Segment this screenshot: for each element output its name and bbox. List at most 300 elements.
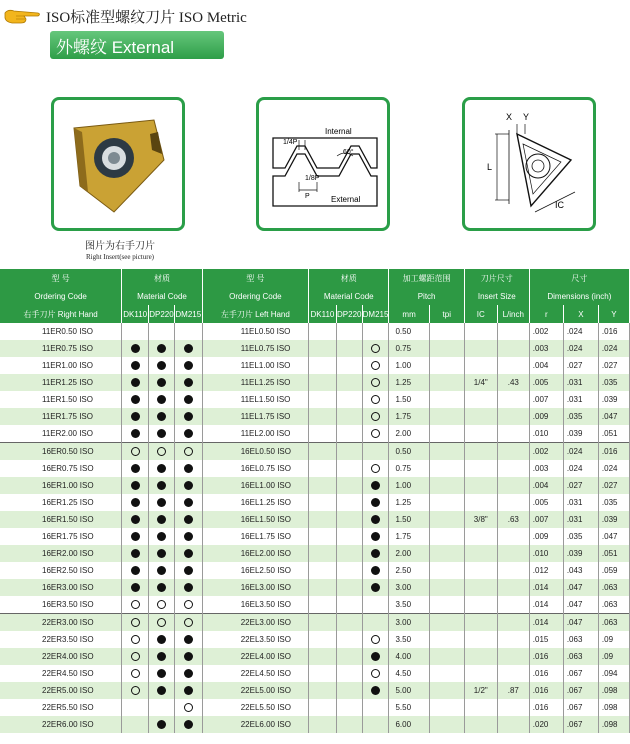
table-row: [0, 391, 630, 408]
filled-circle-icon: [131, 344, 140, 353]
insert-l: [497, 596, 529, 614]
dim-r: .010: [529, 545, 563, 562]
right-hand-code: 16ER3.50 ISO: [0, 596, 122, 614]
h-y: Y: [598, 305, 629, 323]
material-cell-right: [149, 716, 175, 733]
right-hand-code: 16ER3.00 ISO: [0, 579, 122, 596]
material-cell-right: [174, 699, 202, 716]
right-hand-code: 22ER3.00 ISO: [0, 614, 122, 632]
filled-circle-icon: [184, 395, 193, 404]
material-cell-right: [149, 425, 175, 443]
right-hand-code: 16ER2.50 ISO: [0, 562, 122, 579]
dim-x: .039: [563, 545, 598, 562]
h-dp220-right: DP220: [149, 305, 175, 323]
filled-circle-icon: [157, 686, 166, 695]
open-circle-icon: [371, 429, 380, 438]
left-hand-code: 22EL6.00 ISO: [202, 716, 308, 733]
filled-circle-icon: [131, 429, 140, 438]
filled-circle-icon: [157, 395, 166, 404]
left-hand-code: 22EL4.00 ISO: [202, 648, 308, 665]
filled-circle-icon: [371, 532, 380, 541]
insert-l: [497, 614, 529, 632]
material-cell-right: [122, 323, 149, 340]
pitch-mm: 6.00: [389, 716, 429, 733]
material-cell-left: [362, 323, 389, 340]
pitch-tpi: [429, 357, 464, 374]
external-label: External: [331, 195, 361, 204]
open-circle-icon: [371, 412, 380, 421]
y-label: Y: [523, 112, 530, 122]
dim-y: .059: [598, 562, 629, 579]
insert-l: [497, 716, 529, 733]
material-cell-right: [122, 682, 149, 699]
header-row-2: [0, 287, 630, 305]
filled-circle-icon: [157, 498, 166, 507]
pitch-mm: 1.25: [389, 374, 429, 391]
right-hand-code: 16ER1.50 ISO: [0, 511, 122, 528]
open-circle-icon: [157, 600, 166, 609]
table-row: [0, 699, 630, 716]
material-cell-right: [174, 648, 202, 665]
pitch-tpi: [429, 443, 464, 461]
material-cell-right: [149, 323, 175, 340]
pitch-mm: 5.00: [389, 682, 429, 699]
right-hand-code: 22ER6.00 ISO: [0, 716, 122, 733]
material-cell-left: [309, 699, 337, 716]
dim-y: .09: [598, 631, 629, 648]
material-cell-left: [309, 443, 337, 461]
dim-r: .012: [529, 562, 563, 579]
material-cell-right: [149, 408, 175, 425]
material-cell-left: [362, 596, 389, 614]
dim-x: .067: [563, 665, 598, 682]
material-cell-right: [149, 511, 175, 528]
table-row: [0, 443, 630, 461]
quarter-pitch-label: 1/4P: [283, 139, 298, 146]
material-cell-right: [149, 374, 175, 391]
filled-circle-icon: [157, 464, 166, 473]
insert-ic: [464, 323, 497, 340]
insert-l: [497, 477, 529, 494]
h-dimensions-inch: Dimensions (inch): [529, 287, 629, 305]
left-hand-code: 22EL4.50 ISO: [202, 665, 308, 682]
filled-circle-icon: [184, 481, 193, 490]
material-cell-right: [122, 391, 149, 408]
insert-l: [497, 357, 529, 374]
right-hand-code: 22ER4.50 ISO: [0, 665, 122, 682]
filled-circle-icon: [184, 686, 193, 695]
table-row: [0, 648, 630, 665]
material-cell-right: [149, 682, 175, 699]
table-row: [0, 631, 630, 648]
filled-circle-icon: [157, 532, 166, 541]
material-cell-right: [149, 340, 175, 357]
pitch-mm: 3.00: [389, 614, 429, 632]
material-cell-left: [362, 699, 389, 716]
insert-ic: [464, 357, 497, 374]
material-cell-left: [336, 391, 362, 408]
x-label: X: [506, 112, 513, 122]
insert-l: [497, 648, 529, 665]
material-cell-right: [122, 665, 149, 682]
material-cell-right: [149, 699, 175, 716]
table-row: [0, 425, 630, 443]
dim-x: .027: [563, 477, 598, 494]
table-body: [0, 323, 630, 733]
pitch-mm: 1.25: [389, 494, 429, 511]
pitch-tpi: [429, 323, 464, 340]
dim-y: .098: [598, 682, 629, 699]
table-row: [0, 614, 630, 632]
insert-l: [497, 699, 529, 716]
insert-dimensions-diagram-frame: [462, 97, 596, 231]
material-cell-right: [122, 579, 149, 596]
insert-ic: [464, 562, 497, 579]
right-hand-code: 11ER1.75 ISO: [0, 408, 122, 425]
pitch-mm: 0.75: [389, 340, 429, 357]
dim-x: .031: [563, 374, 598, 391]
thread-profile-diagram: [259, 100, 387, 228]
material-cell-right: [174, 562, 202, 579]
dim-y: .094: [598, 665, 629, 682]
dim-r: .002: [529, 323, 563, 340]
left-hand-code: 11EL2.00 ISO: [202, 425, 308, 443]
pitch-tpi: [429, 545, 464, 562]
material-cell-left: [309, 631, 337, 648]
right-hand-code: 22ER3.50 ISO: [0, 631, 122, 648]
h-insert-size-en: Insert Size: [464, 287, 529, 305]
material-cell-left: [362, 425, 389, 443]
material-cell-left: [336, 408, 362, 425]
pitch-mm: 5.50: [389, 699, 429, 716]
pitch-mm: 2.00: [389, 425, 429, 443]
material-cell-right: [122, 511, 149, 528]
pitch-tpi: [429, 596, 464, 614]
dim-y: .027: [598, 357, 629, 374]
dim-y: .063: [598, 579, 629, 596]
right-hand-code: 11ER1.50 ISO: [0, 391, 122, 408]
material-cell-left: [309, 408, 337, 425]
material-cell-left: [309, 425, 337, 443]
dim-y: .035: [598, 374, 629, 391]
material-cell-left: [309, 682, 337, 699]
left-hand-code: 22EL5.50 ISO: [202, 699, 308, 716]
dim-x: .063: [563, 631, 598, 648]
insert-ic: [464, 665, 497, 682]
dim-r: .002: [529, 443, 563, 461]
material-cell-left: [336, 562, 362, 579]
material-cell-right: [174, 494, 202, 511]
right-hand-code: 16ER1.75 ISO: [0, 528, 122, 545]
open-circle-icon: [371, 344, 380, 353]
open-circle-icon: [131, 600, 140, 609]
open-circle-icon: [131, 447, 140, 456]
h-model-left: 型 号: [202, 269, 308, 287]
filled-circle-icon: [184, 720, 193, 729]
open-circle-icon: [371, 635, 380, 644]
filled-circle-icon: [131, 464, 140, 473]
material-cell-left: [336, 460, 362, 477]
dim-y: .051: [598, 545, 629, 562]
pitch-tpi: [429, 391, 464, 408]
dim-x: .024: [563, 460, 598, 477]
pitch-mm: 0.50: [389, 443, 429, 461]
dim-y: .063: [598, 596, 629, 614]
pitch-tpi: [429, 494, 464, 511]
material-cell-right: [149, 443, 175, 461]
table-row: [0, 579, 630, 596]
eighth-pitch-label: 1/8P: [305, 175, 320, 182]
dim-r: .005: [529, 374, 563, 391]
dim-x: .024: [563, 443, 598, 461]
material-cell-left: [336, 494, 362, 511]
filled-circle-icon: [157, 652, 166, 661]
filled-circle-icon: [184, 412, 193, 421]
left-hand-code: 11EL1.00 ISO: [202, 357, 308, 374]
material-cell-right: [122, 596, 149, 614]
insert-ic: [464, 425, 497, 443]
material-cell-right: [174, 631, 202, 648]
material-cell-left: [336, 374, 362, 391]
material-cell-right: [174, 579, 202, 596]
material-cell-right: [174, 391, 202, 408]
open-circle-icon: [184, 600, 193, 609]
h-material-right: 材质: [122, 269, 202, 287]
dim-r: .004: [529, 357, 563, 374]
dim-r: .014: [529, 596, 563, 614]
material-cell-left: [336, 511, 362, 528]
h-right-hand: 右手刀片 Right Hand: [0, 305, 122, 323]
material-cell-left: [309, 511, 337, 528]
dim-x: .031: [563, 511, 598, 528]
insert-ic: [464, 494, 497, 511]
dim-r: .016: [529, 648, 563, 665]
h-x: X: [563, 305, 598, 323]
dim-r: .015: [529, 631, 563, 648]
insert-l: [497, 408, 529, 425]
pitch-mm: 1.00: [389, 357, 429, 374]
material-cell-left: [336, 614, 362, 632]
pitch-mm: 0.50: [389, 323, 429, 340]
filled-circle-icon: [131, 566, 140, 575]
right-hand-code: 16ER2.00 ISO: [0, 545, 122, 562]
insert-l: [497, 562, 529, 579]
insert-l: .63: [497, 511, 529, 528]
h-tpi: tpi: [429, 305, 464, 323]
pitch-mm: 1.00: [389, 477, 429, 494]
header-row-3: [0, 305, 630, 323]
material-cell-right: [122, 528, 149, 545]
filled-circle-icon: [184, 344, 193, 353]
dim-y: .063: [598, 614, 629, 632]
material-cell-left: [336, 648, 362, 665]
material-cell-left: [309, 716, 337, 733]
material-cell-left: [336, 716, 362, 733]
right-hand-code: 11ER2.00 ISO: [0, 425, 122, 443]
dim-r: .003: [529, 340, 563, 357]
material-cell-left: [336, 596, 362, 614]
filled-circle-icon: [131, 481, 140, 490]
right-hand-code: 16ER1.25 ISO: [0, 494, 122, 511]
left-hand-code: 16EL3.50 ISO: [202, 596, 308, 614]
pitch-mm: 4.00: [389, 648, 429, 665]
material-cell-left: [336, 340, 362, 357]
pitch-mm: 4.50: [389, 665, 429, 682]
h-model-right: 型 号: [0, 269, 122, 287]
open-circle-icon: [131, 669, 140, 678]
insert-ic: [464, 545, 497, 562]
pitch-tpi: [429, 374, 464, 391]
insert-l: [497, 460, 529, 477]
table-row: [0, 477, 630, 494]
pitch-tpi: [429, 631, 464, 648]
h-dp220-left: DP220: [336, 305, 362, 323]
dim-r: .003: [529, 460, 563, 477]
filled-circle-icon: [157, 566, 166, 575]
pitch-mm: 3.50: [389, 596, 429, 614]
open-circle-icon: [131, 652, 140, 661]
pitch-tpi: [429, 579, 464, 596]
filled-circle-icon: [184, 669, 193, 678]
material-cell-left: [362, 460, 389, 477]
filled-circle-icon: [157, 549, 166, 558]
material-cell-left: [309, 357, 337, 374]
material-cell-right: [174, 357, 202, 374]
filled-circle-icon: [184, 429, 193, 438]
table-row: [0, 596, 630, 614]
material-cell-left: [309, 528, 337, 545]
pitch-mm: 1.50: [389, 391, 429, 408]
filled-circle-icon: [184, 566, 193, 575]
pitch-tpi: [429, 682, 464, 699]
h-ordering-code-right: Ordering Code: [0, 287, 122, 305]
insert-ic: [464, 716, 497, 733]
insert-l: .87: [497, 682, 529, 699]
filled-circle-icon: [184, 635, 193, 644]
filled-circle-icon: [131, 583, 140, 592]
material-cell-left: [309, 614, 337, 632]
material-cell-left: [362, 374, 389, 391]
angle-label: 60°: [343, 149, 354, 156]
left-hand-code: 16EL1.50 ISO: [202, 511, 308, 528]
filled-circle-icon: [184, 583, 193, 592]
material-cell-left: [336, 357, 362, 374]
dim-y: .051: [598, 425, 629, 443]
filled-circle-icon: [184, 652, 193, 661]
left-hand-code: 11EL0.50 ISO: [202, 323, 308, 340]
insert-ic: [464, 391, 497, 408]
material-cell-right: [149, 357, 175, 374]
material-cell-right: [174, 716, 202, 733]
pitch-mm: 1.75: [389, 528, 429, 545]
material-cell-right: [174, 374, 202, 391]
table-row: [0, 340, 630, 357]
pitch-mm: 1.50: [389, 511, 429, 528]
insert-l: [497, 528, 529, 545]
table-row: [0, 374, 630, 391]
material-cell-right: [149, 528, 175, 545]
pitch-mm: 1.75: [389, 408, 429, 425]
left-hand-code: 16EL1.25 ISO: [202, 494, 308, 511]
material-cell-right: [149, 614, 175, 632]
filled-circle-icon: [371, 583, 380, 592]
filled-circle-icon: [157, 669, 166, 678]
section-title: 外螺纹 External: [50, 31, 224, 59]
right-hand-code: 16ER0.50 ISO: [0, 443, 122, 461]
dim-x: .047: [563, 614, 598, 632]
material-cell-left: [362, 648, 389, 665]
table-row: [0, 511, 630, 528]
dim-x: .027: [563, 357, 598, 374]
material-cell-right: [149, 596, 175, 614]
filled-circle-icon: [184, 498, 193, 507]
material-cell-right: [149, 631, 175, 648]
filled-circle-icon: [371, 498, 380, 507]
dim-x: .035: [563, 528, 598, 545]
material-cell-left: [336, 477, 362, 494]
insert-l: [497, 323, 529, 340]
filled-circle-icon: [371, 686, 380, 695]
left-hand-code: 11EL1.75 ISO: [202, 408, 308, 425]
material-cell-left: [362, 443, 389, 461]
dim-x: .067: [563, 682, 598, 699]
right-hand-code: 16ER1.00 ISO: [0, 477, 122, 494]
left-hand-code: 16EL1.00 ISO: [202, 477, 308, 494]
material-cell-left: [362, 579, 389, 596]
left-hand-code: 22EL5.00 ISO: [202, 682, 308, 699]
header-row-1: [0, 269, 630, 287]
dim-y: .024: [598, 460, 629, 477]
pitch-tpi: [429, 408, 464, 425]
material-cell-right: [149, 562, 175, 579]
material-cell-right: [174, 443, 202, 461]
material-cell-right: [149, 545, 175, 562]
material-cell-left: [336, 699, 362, 716]
filled-circle-icon: [371, 515, 380, 524]
left-hand-code: 16EL1.75 ISO: [202, 528, 308, 545]
table-row: [0, 357, 630, 374]
material-cell-right: [122, 425, 149, 443]
material-cell-right: [122, 374, 149, 391]
pitch-tpi: [429, 340, 464, 357]
table-row: [0, 494, 630, 511]
material-cell-left: [362, 682, 389, 699]
material-cell-left: [362, 408, 389, 425]
pitch-tpi: [429, 648, 464, 665]
dim-y: .098: [598, 699, 629, 716]
open-circle-icon: [371, 378, 380, 387]
material-cell-right: [149, 391, 175, 408]
insert-ic: [464, 408, 497, 425]
h-material-code-left: Material Code: [309, 287, 389, 305]
left-hand-code: 11EL1.50 ISO: [202, 391, 308, 408]
material-cell-left: [336, 631, 362, 648]
dim-y: .016: [598, 323, 629, 340]
insert-ic: [464, 596, 497, 614]
material-cell-right: [149, 648, 175, 665]
dim-x: .024: [563, 323, 598, 340]
pitch-mm: 3.00: [389, 579, 429, 596]
filled-circle-icon: [371, 566, 380, 575]
open-circle-icon: [184, 618, 193, 627]
material-cell-left: [336, 443, 362, 461]
insert-l: [497, 425, 529, 443]
pointing-hand-icon: [4, 8, 42, 24]
insert-l: [497, 443, 529, 461]
material-cell-right: [174, 340, 202, 357]
dim-x: .047: [563, 596, 598, 614]
insert-l: [497, 545, 529, 562]
